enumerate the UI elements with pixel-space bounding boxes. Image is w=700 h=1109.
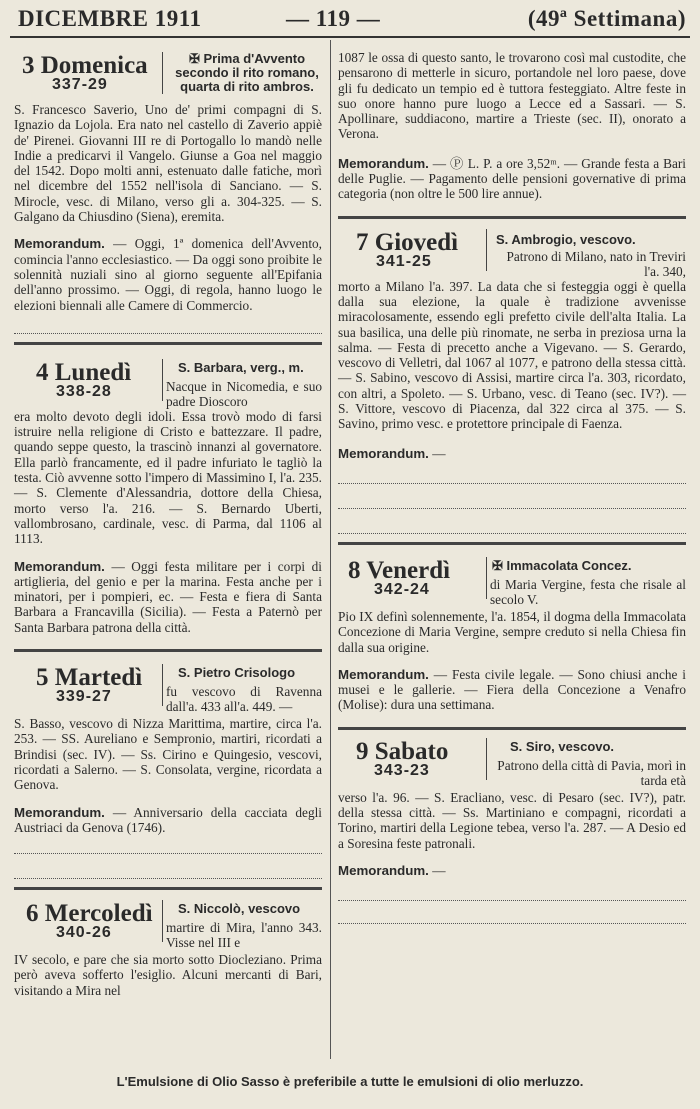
entry-separator — [338, 216, 686, 219]
dotted-line — [14, 333, 322, 334]
day-title: 7 Giovedì — [356, 228, 459, 256]
entry-9-sabato — [338, 738, 686, 924]
header-week: (49ª Settimana) — [527, 6, 686, 31]
saint-name: ✠ Prima d'Avvento secondo il rito romano, quarta di rito ambros. — [175, 51, 319, 94]
entry-6-mercoledi — [14, 900, 322, 998]
day-title: 8 Venerdì — [348, 556, 451, 584]
header-month: DICEMBRE 1911 — [18, 6, 202, 31]
memo-label: Memorandum. — [338, 862, 429, 878]
dotted-line — [14, 853, 322, 854]
entry-header — [14, 900, 322, 951]
day-number: 343-23 — [374, 761, 430, 779]
day-number: 337-29 — [52, 76, 108, 93]
entry-separator — [14, 649, 322, 652]
entry-separator — [14, 342, 322, 345]
entry-header — [14, 358, 322, 410]
memo-text: — Anniversario della cacciata degli Austriaci da Genova (1746). — [14, 804, 322, 835]
header-vbar — [162, 664, 163, 706]
day-title: 6 Mercoledì — [26, 900, 153, 928]
memo-label: Memorandum. — [338, 445, 429, 461]
saint-name: S. Pietro Crisologo — [178, 665, 296, 681]
header-vbar — [162, 359, 163, 401]
day-number: 338-28 — [56, 382, 112, 400]
entry-7-giovedi — [338, 229, 686, 545]
day-number: 342-24 — [374, 580, 430, 598]
header-vbar — [162, 52, 163, 94]
entry-text: S. Francesco Saverio, Uno de' primi compagni di S. Ignazio da Lojola. Era nato nel castello di Zaverio appiè de' Pirenei. Giovanni III re di Portogallo lo mandò nelle Indie a predicarvi il Vangelo. Giunse a Goa nel maggio del 1542. Dopo molti anni, estenuato dalle fatiche, morì nel dicembre del 1552 nell'isola di Sanciano. — S. Mirocle, vesc. di Milano, verso gli a. 304-325. — S. Galgano da Chiusdino (Siena), eremita. — [14, 102, 322, 225]
memorandum — [14, 559, 322, 635]
memorandum — [338, 863, 686, 878]
memorandum — [14, 236, 322, 312]
entry-header — [338, 228, 686, 279]
dotted-line — [338, 533, 686, 534]
memorandum — [338, 667, 686, 713]
entry-separator — [14, 887, 322, 890]
day-title: 3 Domenica — [22, 52, 148, 79]
entry-text: IV secolo, e pare che sia morto sotto Diocleziano. Prima però aveva sofferto l'esiglio. Alcuni mercanti di Bari, visitando a Mira nel — [14, 952, 322, 998]
dotted-line — [338, 483, 686, 484]
entry-text-head: martire di Mira, l'anno 343. Visse nel III e — [166, 920, 322, 951]
memo-text: — Ⓟ L. P. a ore 3,52ᵐ. — Grande festa a Bari delle Puglie. — Pagamento delle pensioni governative di prima categoria (non oltre le 500 lire annue). — [338, 155, 686, 202]
memorandum — [338, 156, 686, 202]
memo-label: Memorandum. — [14, 558, 105, 574]
day-title: 5 Martedì — [36, 664, 143, 692]
header-vbar — [486, 738, 487, 780]
entry-text-head: di Maria Vergine, festa che risale al secolo V. — [490, 576, 686, 608]
memorandum — [14, 805, 322, 836]
header-rule — [10, 36, 690, 38]
memo-label: Memorandum. — [14, 804, 105, 820]
header-vbar — [162, 900, 163, 942]
left-column — [14, 40, 322, 998]
entry-3-domenica — [14, 52, 322, 345]
entry-text: era molto devoto degli idoli. Essa trovò modo di farsi istruire nella religione di Cristo e battezzare. Il padre, quando seppe questo, la trascinò innanzi al governatore. Ella parlò francamente, ed il padre infuriato le tagliò la testa. Ciò avvenne sotto l'impero di Massimino I, l'a. 235. — S. Clemente d'Alessandria, dottore della Chiesa, morto verso l'a. 216. — S. Bernardo Uberti, vallombrosano, cardinale, vesc. di Parma, dal 1106 al 1113. — [14, 408, 322, 547]
memo-label: Memorandum. — [338, 155, 429, 171]
saint-name: S. Ambrogio, vescovo. — [496, 231, 636, 247]
entry-header — [14, 664, 322, 715]
day-number: 341-25 — [376, 252, 432, 270]
entry-separator — [338, 542, 686, 545]
entry-separator — [338, 727, 686, 730]
entry-5-martedi — [14, 664, 322, 890]
day-number: 339-27 — [56, 688, 112, 706]
dotted-line — [14, 878, 322, 879]
header-vbar — [486, 229, 487, 271]
memo-text: — Oggi, 1ª domenica dell'Avvento, comincia l'anno ecclesiastico. — Da oggi sono proibite le solennità nuziali sino al giorno seguente all'Epifania dell'anno prossimo. — Oggi, di regola, hanno luogo le elezioni biennali alle Camere di Commercio. — [14, 236, 323, 313]
memo-text: — Oggi festa militare per i corpi di artiglieria, del genio e per la marina. Festa anche per i minatori, per i pompieri, ec. — Festa e fiera di Santa Barbara a Francavilla (Sicilia). — Festa a Paternò per Santa Barbara patrona della città. — [14, 558, 322, 635]
entry-text-head: Patrono della città di Pavia, morì in tarda età — [497, 757, 686, 789]
entry-text: verso l'a. 96. — S. Eracliano, vesc. di Pesaro (sec. IV?), patr. della stessa città. — Ss. Martiniano e compagni, ricordati a Torino, martiri della Legione tebea, verso l'a. 287. — A Desio ed a Soresina feste patronali. — [338, 789, 686, 851]
saint-name: ✠ Immacolata Concez. — [492, 557, 632, 573]
header-vbar — [486, 557, 487, 599]
memo-text: — — [432, 862, 446, 878]
dotted-line — [338, 923, 686, 924]
memorandum — [338, 446, 686, 461]
saint-name: S. Niccolò, vescovo — [178, 901, 301, 917]
dotted-line — [338, 508, 686, 509]
entry-6-continued — [338, 50, 686, 219]
memo-label: Memorandum. — [14, 236, 105, 252]
memo-label: Memorandum. — [338, 666, 429, 682]
header-page-number: — 119 — — [286, 6, 381, 31]
saint-name: S. Siro, vescovo. — [510, 738, 615, 754]
entry-8-venerdi — [338, 557, 686, 730]
advertisement-footer: L'Emulsione di Olio Sasso è preferibile a tutte le emulsioni di olio merluzzo. — [116, 1074, 584, 1089]
entry-text: Pio IX definì solennemente, l'a. 1854, il dogma della Immacolata Concezione di Maria Vergine, sempre creduto si nella Chiesa fin dalla sua origine. — [338, 608, 686, 655]
day-title: 9 Sabato — [356, 737, 449, 765]
page-header — [0, 0, 700, 40]
day-number: 340-26 — [56, 924, 112, 942]
entry-header — [338, 556, 686, 608]
right-column — [338, 40, 686, 932]
entry-text-head: Nacque in Nicomedia, e suo padre Dioscoro — [166, 378, 322, 410]
entry-text: S. Basso, vescovo di Nizza Marittima, martire, circa l'a. 253. — SS. Aureliano e Sempronio, martiri, ricordati a Brindisi (sec. IV). — Ss. Cirino e Quingesio, vescovi, ricordati a Salerno. — S. Consolata, vergine, ricordata a Genova. — [14, 716, 322, 793]
memo-text: — — [432, 445, 446, 461]
entry-header — [338, 737, 686, 789]
entry-text-head: fu vescovo di Ravenna dall'a. 433 all'a. 449. — — [166, 684, 322, 715]
entry-header — [14, 52, 322, 96]
entry-4-lunedi — [14, 359, 322, 652]
memo-text: — Festa civile legale. — Sono chiusi anche i musei e le gallerie. — Fiera della Concezione a Venafro (Molise): dura una settimana. — [338, 666, 687, 713]
entry-text-head: Patrono di Milano, nato in Treviri l'a. 340, — [506, 248, 686, 279]
saint-name: S. Barbara, verg., m. — [178, 359, 304, 375]
entry-text: 1087 le ossa di questo santo, le trovarono così mal custodite, che pensarono di metterle in sicuro, portandole nel loro paese, dove gli fu dedicato un tempio ed è tuttora festeggiato. Altre feste in suo onore hanno pure luogo a Lecce ed a Sassari. — S. Apollinare, suddiacono, martire a Trieste (sec. II), onorato a Verona. — [338, 50, 686, 142]
dotted-line — [338, 900, 686, 901]
day-title: 4 Lunedì — [36, 358, 132, 386]
entry-text: morto a Milano l'a. 397. La data che si festeggia oggi è quella dalla sua elezione, la quale è tradizione avvenisse miracolosamente, essendo egli prefetto civile dell'alta Italia. La sua basilica, una delle più rinomate, ne serba in preziosa urna la salma. — Festa di precetto anche a Vigevano. — S. Gerardo, vescovo di Velletri, dal 1067 al 1077, e patrono della stessa città. — S. Sabino, vescovo di Assisi, martire circa l'a. 303, ricordato, con altri, a Spoleto. — S. Urbano, vesc. di Teano (sec. IV?). — S. Vittore, vescovo di Piacenza, dal 322 circa al 375. — S. Savino, primo vesc. e protettore principale di Faenza. — [338, 278, 686, 432]
column-divider — [330, 40, 331, 1059]
